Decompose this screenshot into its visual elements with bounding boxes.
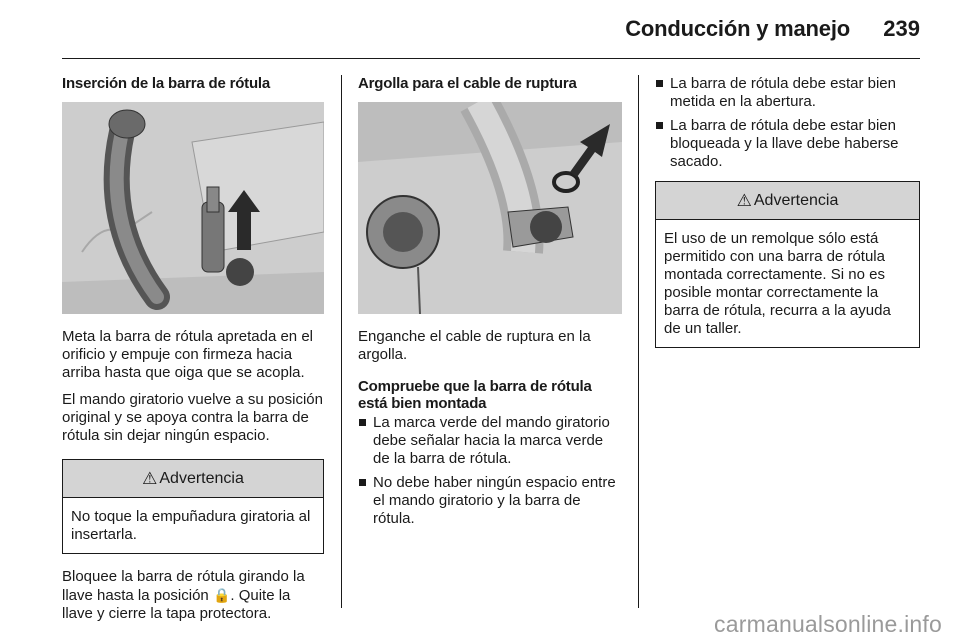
warning-text: No toque la empuñadura giratoria al insertarla.	[71, 508, 311, 543]
warning-text: El uso de un remolque sólo está permitido con una barra de rótula montada correctamente. Si no es posible montar correctamente la barra de rótula, recurra a la ayuda de un taller.	[664, 230, 891, 337]
section-heading-insertion: Inserción de la barra de rótula	[62, 75, 271, 92]
warning-triangle-icon: ⚠	[736, 190, 752, 210]
bullet-square-icon	[359, 479, 366, 486]
column-3	[655, 75, 920, 362]
lock-instruction-text-end: . Quite la llave y cierre la tapa protectora.	[62, 587, 291, 622]
column-1	[62, 75, 324, 632]
warning-box	[655, 181, 920, 348]
tow-bar-insertion-photo-icon	[62, 102, 324, 314]
list-item-text: La barra de rótula debe estar bien bloqueada y la llave debe haberse sacado.	[670, 117, 899, 170]
column-2	[358, 75, 622, 536]
list-item-text: La marca verde del mando giratorio debe señalar hacia la marca verde de la barra de rótula.	[373, 414, 610, 467]
list-item	[358, 474, 622, 528]
warning-box	[62, 459, 324, 554]
check-list	[358, 414, 622, 528]
bullet-square-icon	[656, 80, 663, 87]
chapter-title: Conducción y manejo	[625, 16, 850, 41]
section-heading-breakaway: Argolla para el cable de ruptura	[358, 75, 577, 92]
watermark: carmanualsonline.info	[714, 611, 942, 637]
bullet-square-icon	[359, 419, 366, 426]
warning-triangle-icon: ⚠	[142, 468, 158, 488]
list-item-text: No debe haber ningún espacio entre el mando giratorio y la barra de rótula.	[373, 474, 616, 527]
paragraph-knob-returns: El mando giratorio vuelve a su posición original y se apoya contra la barra de rótula sin dejar ningún espacio.	[62, 391, 323, 444]
warning-title: Advertencia	[159, 469, 244, 487]
list-item	[655, 117, 920, 171]
paragraph-lock-bar	[62, 568, 324, 623]
warning-header	[656, 182, 919, 220]
column-divider	[638, 75, 639, 608]
section-heading-check: Compruebe que la barra de rótula está bien montada	[358, 378, 592, 412]
list-item-text: La barra de rótula debe estar bien metida en la abertura.	[670, 75, 896, 110]
breakaway-cable-figure	[358, 102, 622, 314]
paragraph-insert-bar: Meta la barra de rótula apretada en el orificio y empuje con firmeza hacia arriba hasta que oiga que se acopla.	[62, 328, 313, 381]
page-number: 239	[883, 16, 920, 41]
lock-icon: 🔒	[212, 587, 231, 603]
header-rule	[62, 58, 920, 59]
breakaway-cable-eyelet-photo-icon	[358, 102, 622, 314]
lock-instruction-text: Bloquee la barra de rótula girando la llave hasta la posición	[62, 568, 305, 604]
check-list-continued	[655, 75, 920, 171]
warning-title: Advertencia	[753, 191, 839, 209]
list-item	[358, 414, 622, 468]
column-divider	[341, 75, 342, 608]
warning-header	[63, 460, 323, 498]
tow-bar-insertion-figure	[62, 102, 324, 314]
bullet-square-icon	[656, 122, 663, 129]
list-item	[655, 75, 920, 111]
paragraph-hook-cable: Enganche el cable de ruptura en la argolla.	[358, 328, 591, 363]
